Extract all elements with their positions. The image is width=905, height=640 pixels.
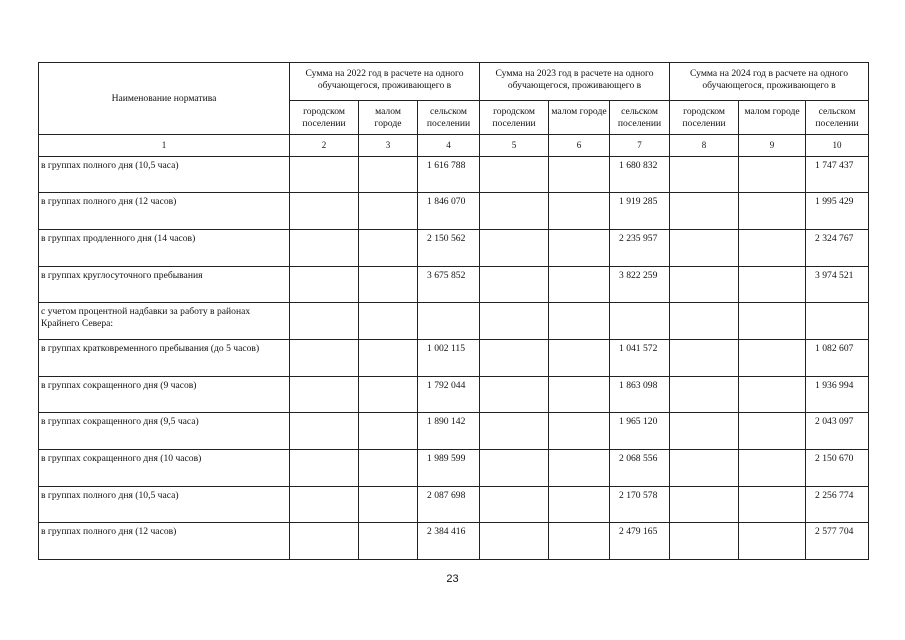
table-row (39, 267, 869, 303)
value-cell (739, 523, 806, 560)
value-cell (359, 267, 418, 303)
subcol-small-town: малом городе (549, 101, 610, 135)
value-cell (359, 413, 418, 450)
table-row (39, 340, 869, 377)
value-cell (549, 157, 610, 193)
value-cell (290, 230, 359, 267)
value-cell (290, 523, 359, 560)
value-cell (480, 450, 549, 487)
row-name: в группах полного дня (10,5 часа) (39, 157, 290, 193)
value-cell (290, 157, 359, 193)
value-cell (359, 230, 418, 267)
value-cell: 1 965 120 (610, 413, 670, 450)
value-cell (806, 303, 869, 340)
value-cell: 2 043 097 (806, 413, 869, 450)
value-cell (670, 267, 739, 303)
col-index: 5 (480, 135, 549, 157)
value-cell (739, 450, 806, 487)
value-cell: 1 863 098 (610, 377, 670, 413)
value-cell (739, 413, 806, 450)
value-cell (290, 450, 359, 487)
value-cell (359, 157, 418, 193)
row-name: с учетом процентной надбавки за работу в районах Крайнего Севера: (39, 303, 290, 340)
value-cell: 2 324 767 (806, 230, 869, 267)
value-cell: 1 936 994 (806, 377, 869, 413)
value-cell: 2 384 416 (418, 523, 480, 560)
table-body (39, 63, 869, 560)
value-cell: 2 235 957 (610, 230, 670, 267)
value-cell (549, 450, 610, 487)
table-row (39, 193, 869, 230)
value-cell (670, 303, 739, 340)
subcol-urban: городском поселении (670, 101, 739, 135)
value-cell: 1 082 607 (806, 340, 869, 377)
value-cell (359, 303, 418, 340)
table-row (39, 303, 869, 340)
value-cell (480, 413, 549, 450)
value-cell: 2 577 704 (806, 523, 869, 560)
row-name: в группах сокращенного дня (9,5 часа) (39, 413, 290, 450)
value-cell (670, 157, 739, 193)
value-cell (670, 230, 739, 267)
value-cell (290, 303, 359, 340)
header-row-indices (39, 135, 869, 157)
value-cell (549, 230, 610, 267)
value-cell: 2 479 165 (610, 523, 670, 560)
col-index: 6 (549, 135, 610, 157)
value-cell (480, 193, 549, 230)
value-cell (359, 523, 418, 560)
value-cell: 3 822 259 (610, 267, 670, 303)
value-cell (359, 193, 418, 230)
value-cell (739, 303, 806, 340)
header-group-2022: Сумма на 2022 год в расчете на одного обучающегося, проживающего в (290, 63, 480, 101)
value-cell: 1 002 115 (418, 340, 480, 377)
col-index: 1 (39, 135, 290, 157)
value-cell: 1 846 070 (418, 193, 480, 230)
subcol-rural: сельском поселении (418, 101, 480, 135)
value-cell (549, 523, 610, 560)
value-cell (480, 487, 549, 523)
value-cell (739, 487, 806, 523)
value-cell (739, 157, 806, 193)
header-group-2024: Сумма на 2024 год в расчете на одного обучающегося, проживающего в (670, 63, 869, 101)
subcol-rural: сельском поселении (806, 101, 869, 135)
col-index: 2 (290, 135, 359, 157)
value-cell (480, 267, 549, 303)
value-cell (359, 450, 418, 487)
norms-table (38, 62, 869, 560)
value-cell: 2 256 774 (806, 487, 869, 523)
value-cell (480, 340, 549, 377)
col-index: 4 (418, 135, 480, 157)
row-name: в группах сокращенного дня (10 часов) (39, 450, 290, 487)
value-cell: 2 087 698 (418, 487, 480, 523)
value-cell (480, 230, 549, 267)
subcol-rural: сельском поселении (610, 101, 670, 135)
value-cell: 3 675 852 (418, 267, 480, 303)
value-cell (480, 377, 549, 413)
value-cell: 1 680 832 (610, 157, 670, 193)
value-cell: 1 747 437 (806, 157, 869, 193)
value-cell (670, 450, 739, 487)
row-name: в группах сокращенного дня (9 часов) (39, 377, 290, 413)
value-cell (670, 413, 739, 450)
row-name: в группах круглосуточного пребывания (39, 267, 290, 303)
page-number: 23 (446, 573, 459, 585)
table-row (39, 413, 869, 450)
subcol-small-town: малом городе (359, 101, 418, 135)
col-index: 3 (359, 135, 418, 157)
value-cell: 3 974 521 (806, 267, 869, 303)
value-cell (670, 340, 739, 377)
value-cell (739, 193, 806, 230)
value-cell (359, 377, 418, 413)
row-name: в группах кратковременного пребывания (до 5 часов) (39, 340, 290, 377)
value-cell (480, 523, 549, 560)
value-cell (290, 267, 359, 303)
table-row (39, 523, 869, 560)
value-cell (418, 303, 480, 340)
table-row (39, 487, 869, 523)
value-cell (549, 377, 610, 413)
value-cell: 2 150 562 (418, 230, 480, 267)
row-name: в группах полного дня (10,5 часа) (39, 487, 290, 523)
value-cell (549, 303, 610, 340)
col-index: 7 (610, 135, 670, 157)
value-cell: 1 995 429 (806, 193, 869, 230)
table-row (39, 450, 869, 487)
value-cell (359, 487, 418, 523)
value-cell: 2 170 578 (610, 487, 670, 523)
value-cell: 2 150 670 (806, 450, 869, 487)
table-row (39, 157, 869, 193)
value-cell (739, 340, 806, 377)
row-name: в группах продленного дня (14 часов) (39, 230, 290, 267)
value-cell (359, 340, 418, 377)
subcol-urban: городском поселении (480, 101, 549, 135)
subcol-small-town: малом городе (739, 101, 806, 135)
value-cell (670, 377, 739, 413)
value-cell (549, 413, 610, 450)
value-cell: 1 919 285 (610, 193, 670, 230)
value-cell (670, 487, 739, 523)
row-name: в группах полного дня (12 часов) (39, 523, 290, 560)
table-row (39, 377, 869, 413)
value-cell (739, 267, 806, 303)
value-cell (670, 193, 739, 230)
value-cell (290, 193, 359, 230)
value-cell (670, 523, 739, 560)
header-group-2023: Сумма на 2023 год в расчете на одного обучающегося, проживающего в (480, 63, 670, 101)
value-cell (610, 303, 670, 340)
table-row (39, 230, 869, 267)
value-cell: 1 041 572 (610, 340, 670, 377)
col-index: 8 (670, 135, 739, 157)
value-cell: 2 068 556 (610, 450, 670, 487)
col-index: 9 (739, 135, 806, 157)
value-cell: 1 616 788 (418, 157, 480, 193)
value-cell (480, 303, 549, 340)
value-cell (290, 413, 359, 450)
value-cell (549, 267, 610, 303)
value-cell: 1 792 044 (418, 377, 480, 413)
value-cell: 1 989 599 (418, 450, 480, 487)
value-cell (549, 193, 610, 230)
value-cell (290, 487, 359, 523)
value-cell (290, 340, 359, 377)
value-cell (290, 377, 359, 413)
header-row-groups (39, 63, 869, 101)
value-cell: 1 890 142 (418, 413, 480, 450)
row-name: в группах полного дня (12 часов) (39, 193, 290, 230)
header-name-col: Наименование норматива (39, 63, 290, 135)
value-cell (739, 377, 806, 413)
value-cell (549, 487, 610, 523)
value-cell (549, 340, 610, 377)
subcol-urban: городском поселении (290, 101, 359, 135)
value-cell (480, 157, 549, 193)
value-cell (739, 230, 806, 267)
col-index: 10 (806, 135, 869, 157)
